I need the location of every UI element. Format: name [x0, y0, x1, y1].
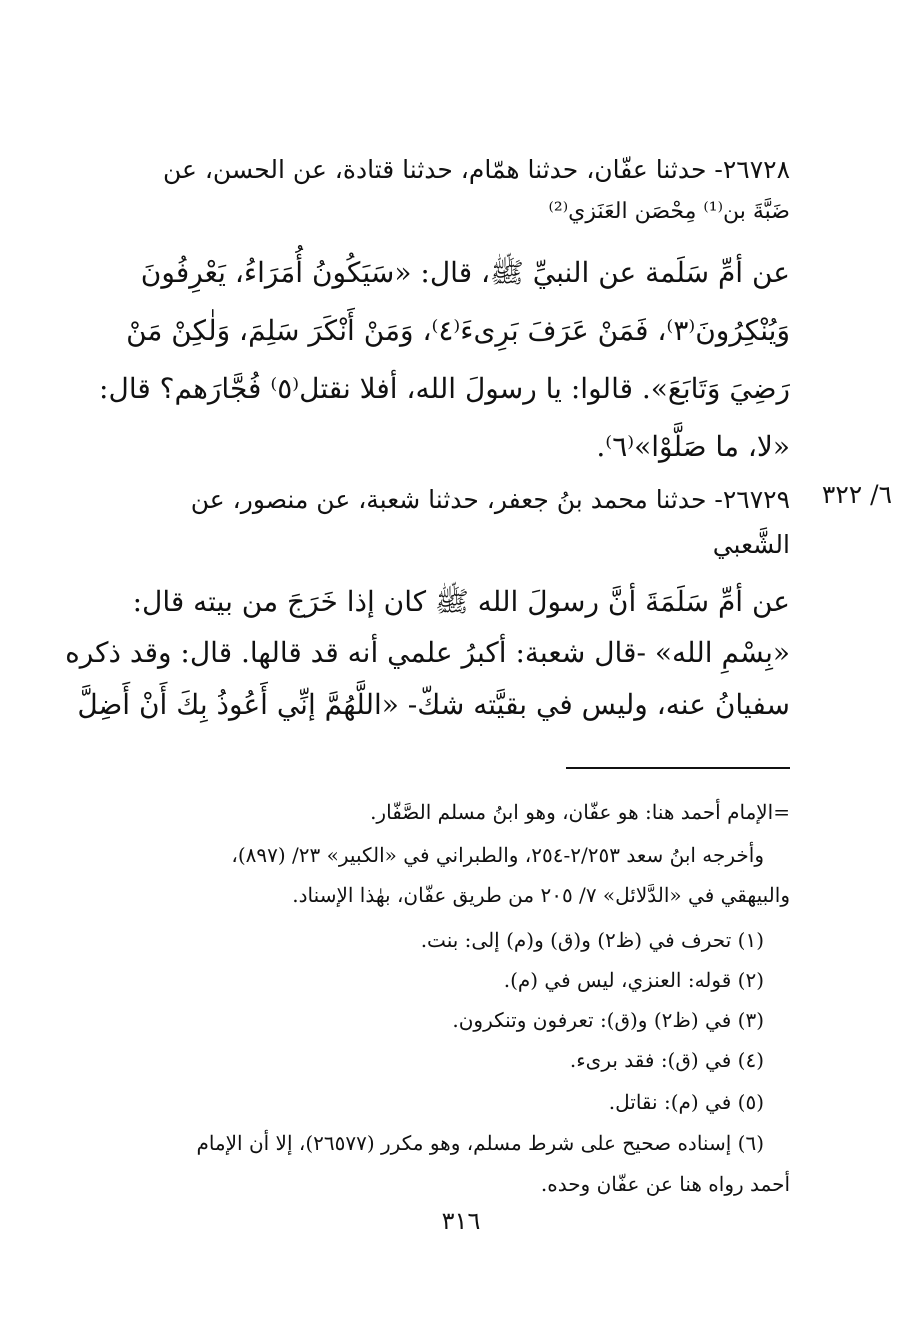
hadith-1-matn-line-2: وَيُنْكِرُونَ⁽٣⁾، فَمَنْ عَرَفَ بَرِىءَ⁽٤⁾، وَمَنْ أَنْكَرَ سَلِمَ، وَلٰكِنْ مَنْ — [126, 314, 790, 347]
hadith-2-matn-line-2: «بِسْمِ الله» -قال شعبة: أكبرُ علمي أنه قد قالها. قال: وقد ذكره — [65, 636, 790, 669]
footnote-3: (٣) في (ظ٢) و(ق): تعرفون وتنكرون. — [452, 1008, 764, 1032]
hadith-2-isnad-line-2: الشَّعبي — [712, 530, 790, 559]
hadith-2-matn-line-1: عن أمِّ سَلَمَةَ أنَّ رسولَ الله ﷺ كان إذا خَرَجَ من بيته قال: — [132, 585, 790, 618]
page-number: ٣١٦ — [441, 1207, 481, 1235]
footnote-continuation: =الإمام أحمد هنا: هو عفّان، وهو ابنُ مسلم الصَّفّار. — [370, 800, 790, 824]
footnote-divider — [566, 767, 790, 769]
margin-reference: ٦/ ٣٢٢ — [821, 480, 892, 509]
hadith-1-matn-line-1: عن أمِّ سَلَمة عن النبيِّ ﷺ، قال: «سَيَكُونُ أُمَرَاءُ، يَعْرِفُونَ — [140, 256, 790, 289]
footnote-1: (١) تحرف في (ظ٢) و(ق) و(م) إلى: بنت. — [420, 928, 764, 952]
footnote-takhrij-line-1: وأخرجه ابنُ سعد ٢/٢٥٣-٢٥٤، والطبراني في «الكبير» ٢٣/ (٨٩٧)، — [231, 843, 764, 867]
footnote-4: (٤) في (ق): فقد برىء. — [569, 1048, 764, 1072]
footnote-6-line-1: (٦) إسناده صحيح على شرط مسلم، وهو مكرر (٢٦٥٧٧)، إلا أن الإمام — [196, 1131, 764, 1155]
hadith-1-matn-line-4: «لا، ما صَلَّوْا»⁽٦⁾. — [596, 430, 790, 463]
footnote-takhrij-line-2: والبيهقي في «الدَّلائل» ٧/ ٢٠٥ من طريق عفّان، بهٰذا الإسناد. — [292, 883, 790, 907]
hadith-1-isnad-line-2: ضَبَّةَ بن⁽¹⁾ مِحْصَن العَنَزي⁽²⁾ — [548, 199, 790, 224]
hadith-1-isnad-line-1: ٢٦٧٢٨- حدثنا عفّان، حدثنا همّام، حدثنا قتادة، عن الحسن، عن — [162, 155, 790, 184]
hadith-1-matn-line-3: رَضِيَ وَتَابَعَ». قالوا: يا رسولَ الله، أفلا نقتل⁽٥⁾ فُجَّارَهم؟ قال: — [99, 372, 790, 405]
footnote-2: (٢) قوله: العنزي، ليس في (م). — [503, 968, 764, 992]
hadith-2-isnad-line-1: ٢٦٧٢٩- حدثنا محمد بنُ جعفر، حدثنا شعبة، عن منصور، عن — [190, 485, 790, 514]
footnote-6-line-2: أحمد رواه هنا عن عفّان وحده. — [540, 1172, 790, 1196]
hadith-2-matn-line-3: سفيانُ عنه، وليس في بقيَّته شكّ- «اللَّهُمَّ إنِّي أَعُوذُ بِكَ أَنْ أَضِلَّ — [77, 688, 790, 721]
footnote-5: (٥) في (م): نقاتل. — [608, 1090, 764, 1114]
